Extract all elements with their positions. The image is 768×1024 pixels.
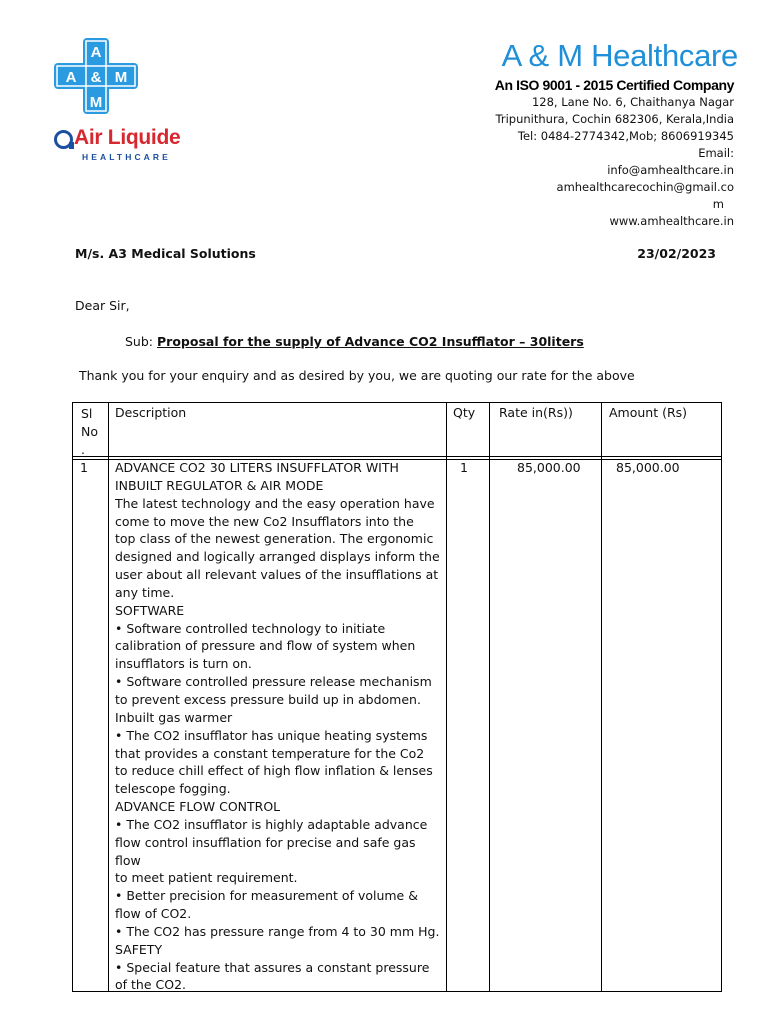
header-description: Description: [115, 405, 187, 420]
email-address-alt: amhealthcarecochin@gmail.co: [556, 180, 734, 194]
description-line: to meet patient requirement.: [115, 870, 298, 886]
am-cross-logo: [54, 38, 138, 114]
table-border: [108, 402, 109, 992]
description-line: come to move the new Co2 Insufflators into the: [115, 513, 414, 529]
header-amount: Amount (Rs): [609, 405, 688, 420]
logo-letter-top: A: [90, 44, 102, 61]
air-liquide-sub: HEALTHCARE: [82, 152, 171, 162]
row-rate: 85,000.00: [517, 460, 581, 475]
table-border: [721, 402, 722, 992]
subject-line: [125, 334, 584, 349]
description-line: calibration of pressure and flow of system when: [115, 638, 416, 654]
email-label: Email:: [698, 146, 734, 160]
table-border: [446, 402, 447, 992]
header-qty: Qty: [453, 405, 476, 420]
description-line: designed and logically arranged displays inform the: [115, 549, 440, 565]
row-amount: 85,000.00: [616, 460, 680, 475]
description-line: SAFETY: [115, 941, 163, 957]
address-line: 128, Lane No. 6, Chaithanya Nagar: [531, 95, 734, 109]
table-border: [72, 402, 73, 992]
subject-prefix: Sub:: [125, 334, 154, 349]
website: www.amhealthcare.in: [609, 214, 734, 228]
intro-text: Thank you for your enquiry and as desired by you, we are quoting our rate for the above: [79, 368, 635, 383]
email-address: info@amhealthcare.in: [607, 163, 734, 177]
letter-date: 23/02/2023: [637, 246, 716, 261]
description-line: • Special feature that assures a constant pressure: [115, 959, 430, 975]
address-line: Tripunithura, Cochin 682306, Kerala,India: [495, 112, 734, 126]
email-address-alt-wrap: m: [712, 197, 724, 211]
description-line: flow: [115, 852, 141, 868]
air-liquide-name: Air Liquide: [74, 126, 181, 149]
description-line: insufflators is turn on.: [115, 656, 252, 672]
description-line: ADVANCE FLOW CONTROL: [115, 799, 281, 815]
description-line: of the CO2.: [115, 977, 187, 993]
subject-text: Proposal for the supply of Advance CO2 Insufflator – 30liters: [157, 334, 584, 349]
table-border: [72, 402, 722, 403]
description-line: • The CO2 insufflator has unique heating systems: [115, 727, 428, 743]
row-description: [115, 459, 440, 994]
table-border: [489, 402, 490, 992]
company-name: A & M Healthcare: [501, 38, 738, 73]
description-line: • The CO2 insufflator is highly adaptable advance: [115, 816, 428, 832]
row-sl-no: 1: [80, 460, 88, 475]
description-line: INBUILT REGULATOR & AIR MODE: [115, 477, 324, 493]
description-line: SOFTWARE: [115, 602, 185, 618]
description-line: flow control insufflation for precise and safe gas: [115, 834, 416, 850]
air-liquide-logo: [54, 127, 194, 167]
row-qty: 1: [460, 460, 468, 475]
description-line: any time.: [115, 584, 175, 600]
logo-letter-bottom: M: [89, 94, 103, 111]
air-liquide-mark-icon: [54, 130, 73, 149]
description-line: • The CO2 has pressure range from 4 to 30 mm Hg.: [115, 923, 440, 939]
header-sl-no: Sl No .: [81, 406, 98, 457]
salutation: Dear Sir,: [75, 298, 130, 313]
description-line: • Software controlled technology to initiate: [115, 620, 386, 636]
description-line: • Software controlled pressure release mechanism: [115, 674, 432, 690]
recipient: M/s. A3 Medical Solutions: [75, 246, 256, 261]
phone-line: Tel: 0484-2774342,Mob; 8606919345: [517, 129, 734, 143]
description-line: ADVANCE CO2 30 LITERS INSUFFLATOR WITH: [115, 460, 399, 475]
description-line: that provides a constant temperature for the Co2: [115, 745, 425, 761]
description-line: telescope fogging.: [115, 781, 231, 797]
iso-certification: An ISO 9001 - 2015 Certified Company: [494, 77, 734, 93]
description-line: • Better precision for measurement of volume &: [115, 888, 418, 904]
quote-table: [72, 402, 722, 992]
table-border: [601, 402, 602, 992]
logo-letter-left: A: [65, 69, 77, 86]
description-line: Inbuilt gas warmer: [115, 709, 233, 725]
description-line: to reduce chill effect of high flow inflation & lenses: [115, 763, 433, 779]
description-line: top class of the newest generation. The ergonomic: [115, 531, 434, 547]
header-rate: Rate in(Rs)): [499, 405, 573, 420]
description-line: to prevent excess pressure build up in abdomen.: [115, 691, 421, 707]
logo-letter-right: M: [114, 69, 128, 86]
description-line: The latest technology and the easy operation have: [115, 495, 435, 511]
table-border: [72, 456, 722, 457]
logo-letter-amp: &: [90, 69, 102, 86]
description-line: flow of CO2.: [115, 906, 192, 922]
description-line: user about all relevant values of the insufflations at: [115, 567, 439, 583]
